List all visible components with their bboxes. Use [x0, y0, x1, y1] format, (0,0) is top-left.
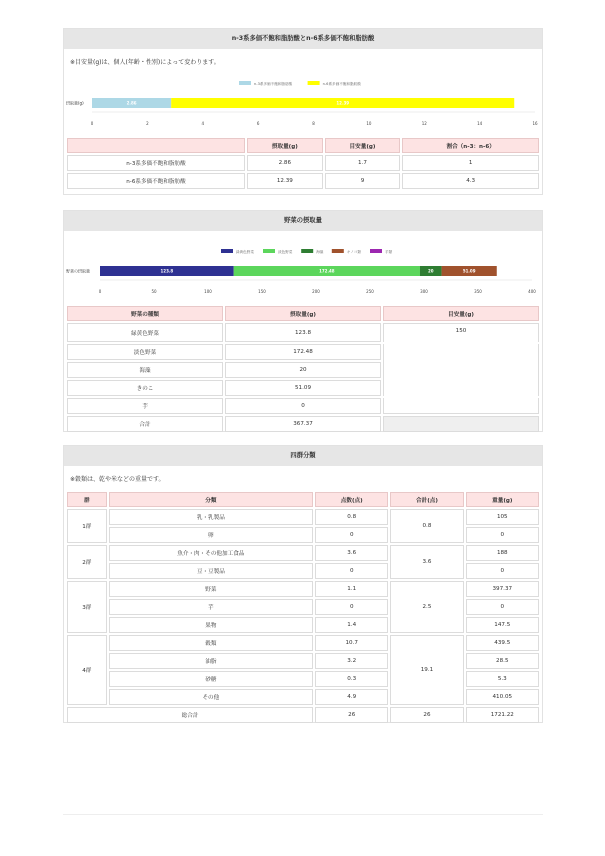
- section-title: 四群分類: [64, 446, 542, 466]
- legend-swatch: [221, 249, 233, 253]
- header-cell: 合計(点): [390, 492, 463, 507]
- category-label: 摂取量(g): [66, 100, 84, 106]
- legend-swatch: [308, 81, 320, 85]
- weight-cell: 188: [466, 545, 539, 561]
- score-cell: 10.7: [315, 635, 388, 651]
- header-cell: 目安量(g): [325, 138, 401, 153]
- grand-total-row: [67, 707, 539, 723]
- table-row: [67, 689, 539, 705]
- score-cell: 4.9: [315, 689, 388, 705]
- x-tick-label: 12: [421, 121, 427, 126]
- weight-cell: 5.3: [466, 671, 539, 687]
- x-tick-label: 14: [477, 121, 483, 126]
- table-cell: 淡色野菜: [67, 344, 223, 360]
- score-cell: 3.6: [315, 545, 388, 561]
- table-row: [67, 398, 539, 414]
- legend-swatch: [263, 249, 275, 253]
- bar-data-label: 51.09: [462, 268, 476, 274]
- table-cell: 20: [225, 362, 381, 378]
- header-cell: 割合（n-3：n-6）: [402, 138, 539, 153]
- section-title: 野菜の摂取量: [64, 211, 542, 231]
- score-cell: 1.1: [315, 581, 388, 597]
- category-cell: 果物: [109, 617, 314, 633]
- x-tick-label: 400: [528, 289, 536, 294]
- section-note: ※目安量(g)は、個人(年齢・性別)によって変わります。: [70, 59, 220, 66]
- x-tick-label: 0: [90, 121, 94, 126]
- grand-total-score: 26: [315, 707, 388, 723]
- section-title: n-3系多価不飽和脂肪酸とn-6系多価不飽和脂肪酸: [64, 29, 542, 49]
- four-group-table: [65, 490, 541, 725]
- legend-label: 緑黄色野菜: [236, 250, 254, 254]
- score-cell: 0: [315, 599, 388, 615]
- table-row: [67, 344, 539, 360]
- category-cell: 乳・乳製品: [109, 509, 314, 525]
- x-tick-label: 2: [146, 121, 149, 126]
- x-tick-label: 8: [312, 121, 315, 126]
- legend-swatch: [370, 249, 382, 253]
- score-cell: 1.4: [315, 617, 388, 633]
- fatty-acid-chart-svg: [63, 78, 543, 130]
- legend-label: n-3系多価不飽和脂肪酸: [254, 82, 293, 86]
- category-label: 野菜の摂取量: [66, 268, 90, 274]
- category-cell: 芋: [109, 599, 314, 615]
- table-row: [67, 599, 539, 615]
- blank-cell: [383, 398, 539, 414]
- header-cell: 群: [67, 492, 107, 507]
- header-cell: 摂取量(g): [247, 138, 323, 153]
- table-row: [67, 416, 539, 432]
- weight-cell: 105: [466, 509, 539, 525]
- category-cell: 卵: [109, 527, 314, 543]
- category-cell: 豆・豆製品: [109, 563, 314, 579]
- x-tick-label: 200: [312, 289, 320, 294]
- x-tick-label: 50: [151, 289, 157, 294]
- x-tick-label: 0: [98, 289, 102, 294]
- table-cell: 4.3: [402, 173, 539, 189]
- table-cell: 海藻: [67, 362, 223, 378]
- table-row: [67, 671, 539, 687]
- blank-cell: [383, 416, 539, 432]
- weight-cell: 0: [466, 527, 539, 543]
- table-row: [67, 155, 539, 171]
- score-cell: 0.8: [315, 509, 388, 525]
- category-cell: その他: [109, 689, 314, 705]
- vegetable-chart-svg: [63, 244, 543, 298]
- group-name-cell: 4群: [67, 635, 107, 705]
- header-cell: [67, 138, 245, 153]
- table-cell: きのこ: [67, 380, 223, 396]
- x-tick-label: 300: [420, 289, 428, 294]
- section-note: ※穀類は、乾や米などの重量です。: [70, 476, 165, 483]
- score-cell: 0.3: [315, 671, 388, 687]
- header-cell: 目安量(g): [383, 306, 539, 321]
- x-tick-label: 100: [204, 289, 212, 294]
- score-cell: 0: [315, 527, 388, 543]
- weight-cell: 439.5: [466, 635, 539, 651]
- x-tick-label: 150: [258, 289, 266, 294]
- x-tick-label: 350: [474, 289, 482, 294]
- category-cell: 油脂: [109, 653, 314, 669]
- table-cell: 123.8: [225, 323, 381, 342]
- weight-cell: 410.05: [466, 689, 539, 705]
- grand-total-total: 26: [390, 707, 463, 723]
- group-name-cell: 2群: [67, 545, 107, 579]
- header-cell: 点数(点): [315, 492, 388, 507]
- table-cell: 367.37: [225, 416, 381, 432]
- weight-cell: 0: [466, 563, 539, 579]
- table-cell: 0: [225, 398, 381, 414]
- bar-data-label: 12.39: [336, 100, 350, 106]
- weight-cell: 397.37: [466, 581, 539, 597]
- group-name-cell: 3群: [67, 581, 107, 633]
- table-cell: 12.39: [247, 173, 323, 189]
- fatty-acid-table: [65, 136, 541, 191]
- category-cell: 魚介・肉・その他加工食品: [109, 545, 314, 561]
- x-tick-label: 16: [532, 121, 538, 126]
- bar-data-label: 2.86: [126, 100, 137, 106]
- group-total-cell: 2.5: [390, 581, 463, 633]
- table-row: [67, 509, 539, 525]
- weight-cell: 147.5: [466, 617, 539, 633]
- header-cell: 摂取量(g): [225, 306, 381, 321]
- table-cell: 1: [402, 155, 539, 171]
- table-cell: 2.86: [247, 155, 323, 171]
- table-row: [67, 323, 539, 342]
- legend-swatch: [332, 249, 344, 253]
- table-cell: 172.48: [225, 344, 381, 360]
- legend-label: キノコ類: [346, 250, 361, 254]
- score-cell: 3.2: [315, 653, 388, 669]
- table-cell: n-6系多価不飽和脂肪酸: [67, 173, 245, 189]
- x-tick-label: 4: [201, 121, 205, 126]
- bar-data-label: 172.48: [319, 268, 335, 274]
- legend-swatch: [239, 81, 251, 85]
- table-cell: 芋: [67, 398, 223, 414]
- table-cell: 1.7: [325, 155, 401, 171]
- table-row: [67, 617, 539, 633]
- group-total-cell: 19.1: [390, 635, 463, 705]
- table-row: [67, 173, 539, 189]
- x-tick-label: 10: [366, 121, 372, 126]
- table-row: [67, 635, 539, 651]
- table-cell: 9: [325, 173, 401, 189]
- legend-label: 芋類: [385, 250, 393, 254]
- table-row: [67, 527, 539, 543]
- legend-label: 淡色野菜: [278, 250, 293, 254]
- bar-data-label: 123.8: [160, 268, 174, 274]
- x-tick-label: 6: [256, 121, 260, 126]
- header-cell: 分類: [109, 492, 314, 507]
- table-row: [67, 581, 539, 597]
- vegetable-chart: [63, 244, 543, 298]
- vegetable-table: [65, 304, 541, 434]
- target-cell: 150: [383, 323, 539, 342]
- table-row: [67, 563, 539, 579]
- grand-total-label: 総合計: [67, 707, 313, 723]
- bar-data-label: 20: [427, 268, 434, 274]
- table-cell: 51.09: [225, 380, 381, 396]
- category-cell: 穀類: [109, 635, 314, 651]
- score-cell: 0: [315, 563, 388, 579]
- table-row: [67, 545, 539, 561]
- weight-cell: 0: [466, 599, 539, 615]
- grand-total-weight: 1721.22: [466, 707, 539, 723]
- legend-swatch: [301, 249, 313, 253]
- legend-label: 海藻: [316, 250, 324, 254]
- table-cell: n-3系多価不飽和脂肪酸: [67, 155, 245, 171]
- legend-label: n-6系多価不飽和脂肪酸: [322, 82, 361, 86]
- group-total-cell: 0.8: [390, 509, 463, 543]
- table-cell: 緑黄色野菜: [67, 323, 223, 342]
- header-cell: 野菜の種類: [67, 306, 223, 321]
- table-cell: 合計: [67, 416, 223, 432]
- fatty-acid-chart: [63, 78, 543, 130]
- group-name-cell: 1群: [67, 509, 107, 543]
- group-total-cell: 3.6: [390, 545, 463, 579]
- header-cell: 重量(g): [466, 492, 539, 507]
- footer-divider: [63, 814, 543, 815]
- category-cell: 砂糖: [109, 671, 314, 687]
- x-tick-label: 250: [366, 289, 374, 294]
- weight-cell: 28.5: [466, 653, 539, 669]
- category-cell: 野菜: [109, 581, 314, 597]
- table-row: [67, 653, 539, 669]
- blank-cell: [383, 344, 539, 396]
